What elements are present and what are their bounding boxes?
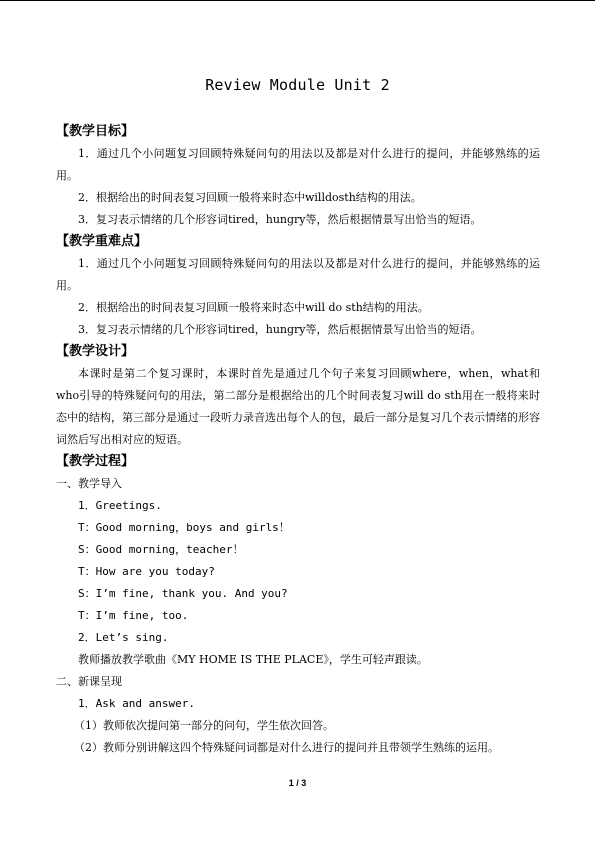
key-point-item-1: 1．通过几个小问题复习回顾特殊疑问句的用法以及都是对什么进行的提问，并能够熟练的运用。 [56, 257, 540, 292]
lets-sing-line: 2．Let’s sing. [78, 631, 169, 644]
ask-answer-line: 1．Ask and answer. [78, 697, 195, 710]
design-paragraph: 本课时是第二个复习课时，本课时首先是通过几个句子来复习回顾where，when，what和who引导的特殊疑问句的用法，第二部分是根据给出的几个时间表复习will do sth用在一般将来时态中的结构，第三部分是通过一段听力录音选出每个人的包，最后一部分是复习几个表示情绪的形容词然后写出相对应的短语。 [56, 367, 540, 446]
process-part2-heading: 二、新课呈现 [56, 675, 122, 688]
top-border-line [0, 0, 595, 1]
document-title: Review Module Unit 2 [205, 76, 390, 94]
greetings-line: 1．Greetings. [78, 499, 162, 512]
objective-item-1: 1．通过几个小问题复习回顾特殊疑问句的用法以及都是对什么进行的提问，并能够熟练的运用。 [56, 147, 540, 182]
step-1-line: （1）教师依次提问第一部分的问句，学生依次回答。 [74, 719, 334, 732]
song-instruction-line: 教师播放教学歌曲《MY HOME IS THE PLACE》，学生可轻声跟读。 [78, 653, 428, 666]
key-point-item-3: 3．复习表示情绪的几个形容词tired，hungry等，然后根据情景写出恰当的短语。 [78, 323, 482, 336]
process-part1-heading: 一、教学导入 [56, 477, 122, 490]
dialogue-line-3: T：How are you today? [78, 565, 215, 578]
dialogue-line-5: T：I’m fine, too. [78, 609, 189, 622]
objectives-heading: 【教学目标】 [56, 124, 135, 139]
dialogue-line-2: S：Good morning，teacher！ [78, 543, 244, 556]
key-points-heading: 【教学重难点】 [56, 234, 148, 249]
objective-item-2: 2．根据给出的时间表复习回顾一般将来时态中willdosth结构的用法。 [78, 191, 422, 204]
page-number: 1 / 3 [288, 778, 307, 788]
process-heading: 【教学过程】 [56, 454, 135, 469]
step-2-line: （2）教师分别讲解这四个特殊疑问词都是对什么进行的提问并且带领学生熟练的运用。 [74, 741, 499, 754]
document-body [56, 121, 540, 759]
dialogue-line-1: T：Good morning，boys and girls！ [78, 521, 290, 534]
design-heading: 【教学设计】 [56, 344, 135, 359]
dialogue-line-4: S：I’m fine, thank you. And you? [78, 587, 288, 600]
key-point-item-2: 2．根据给出的时间表复习回顾一般将来时态中will do sth结构的用法。 [78, 301, 429, 314]
objective-item-3: 3．复习表示情绪的几个形容词tired，hungry等，然后根据情景写出恰当的短语。 [78, 213, 482, 226]
